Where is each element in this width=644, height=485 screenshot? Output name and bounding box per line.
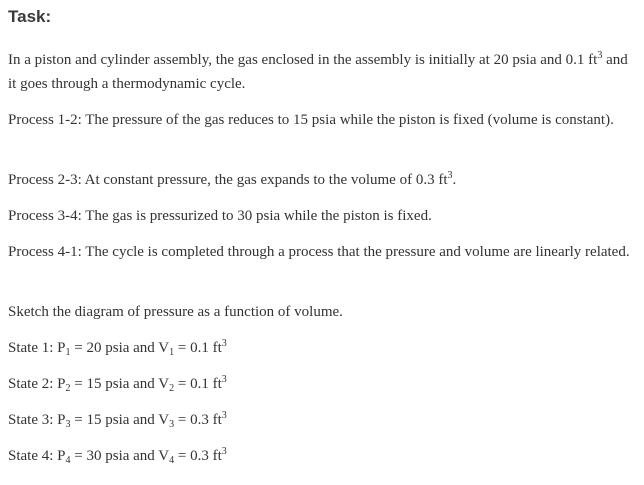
intro-superscript: 3: [597, 50, 603, 61]
volume-value: = 0.1 ft: [174, 376, 222, 392]
process-4-1-paragraph: Process 4-1: The cycle is completed through a process that the pressure and volume are linearly related.: [8, 244, 630, 260]
intro-text: In a piston and cylinder assembly, the gas enclosed in the assembly is initially at 20 psia and 0.1 ft: [8, 52, 598, 68]
process-2-3-superscript: 3: [447, 170, 453, 181]
pressure-subscript: 2: [65, 383, 71, 394]
volume-superscript: 3: [221, 338, 227, 349]
state-label: State 1: P: [8, 340, 66, 356]
volume-value: = 0.3 ft: [174, 412, 222, 428]
process-2-3-tail: .: [452, 172, 457, 188]
process-3-4-paragraph: Process 3-4: The gas is pressurized to 30 psia while the piston is fixed.: [8, 208, 432, 224]
volume-subscript: 3: [169, 419, 175, 430]
process-1-2-paragraph: Process 1-2: The pressure of the gas reduces to 15 psia while the piston is fixed (volume is constant).: [8, 112, 614, 128]
volume-superscript: 3: [221, 446, 227, 457]
pressure-value: = 15 psia and V: [70, 376, 170, 392]
state-4-line: [8, 444, 630, 468]
pressure-subscript: 3: [65, 419, 71, 430]
pressure-subscript: 1: [65, 347, 71, 358]
task-heading: Task:: [8, 7, 52, 26]
volume-superscript: 3: [221, 410, 227, 421]
sketch-instruction: Sketch the diagram of pressure as a function of volume.: [8, 304, 343, 320]
pressure-value: = 20 psia and V: [70, 340, 170, 356]
intro-tail: and it goes through a thermodynamic cycle.: [8, 52, 628, 92]
volume-value: = 0.3 ft: [174, 448, 222, 464]
intro-paragraph: [8, 48, 630, 96]
volume-subscript: 1: [169, 347, 175, 358]
state-1-line: [8, 336, 630, 360]
state-label: State 2: P: [8, 376, 66, 392]
process-2-3-text: Process 2-3: At constant pressure, the gas expands to the volume of 0.3 ft: [8, 172, 448, 188]
pressure-subscript: 4: [65, 455, 71, 466]
state-label: State 3: P: [8, 412, 66, 428]
state-3-line: [8, 408, 630, 432]
state-label: State 4: P: [8, 448, 66, 464]
volume-superscript: 3: [221, 374, 227, 385]
pressure-value: = 15 psia and V: [70, 412, 170, 428]
volume-subscript: 2: [169, 383, 175, 394]
pressure-value: = 30 psia and V: [70, 448, 170, 464]
volume-subscript: 4: [169, 455, 175, 466]
process-2-3-paragraph: [8, 168, 630, 192]
volume-value: = 0.1 ft: [174, 340, 222, 356]
state-2-line: [8, 372, 630, 396]
